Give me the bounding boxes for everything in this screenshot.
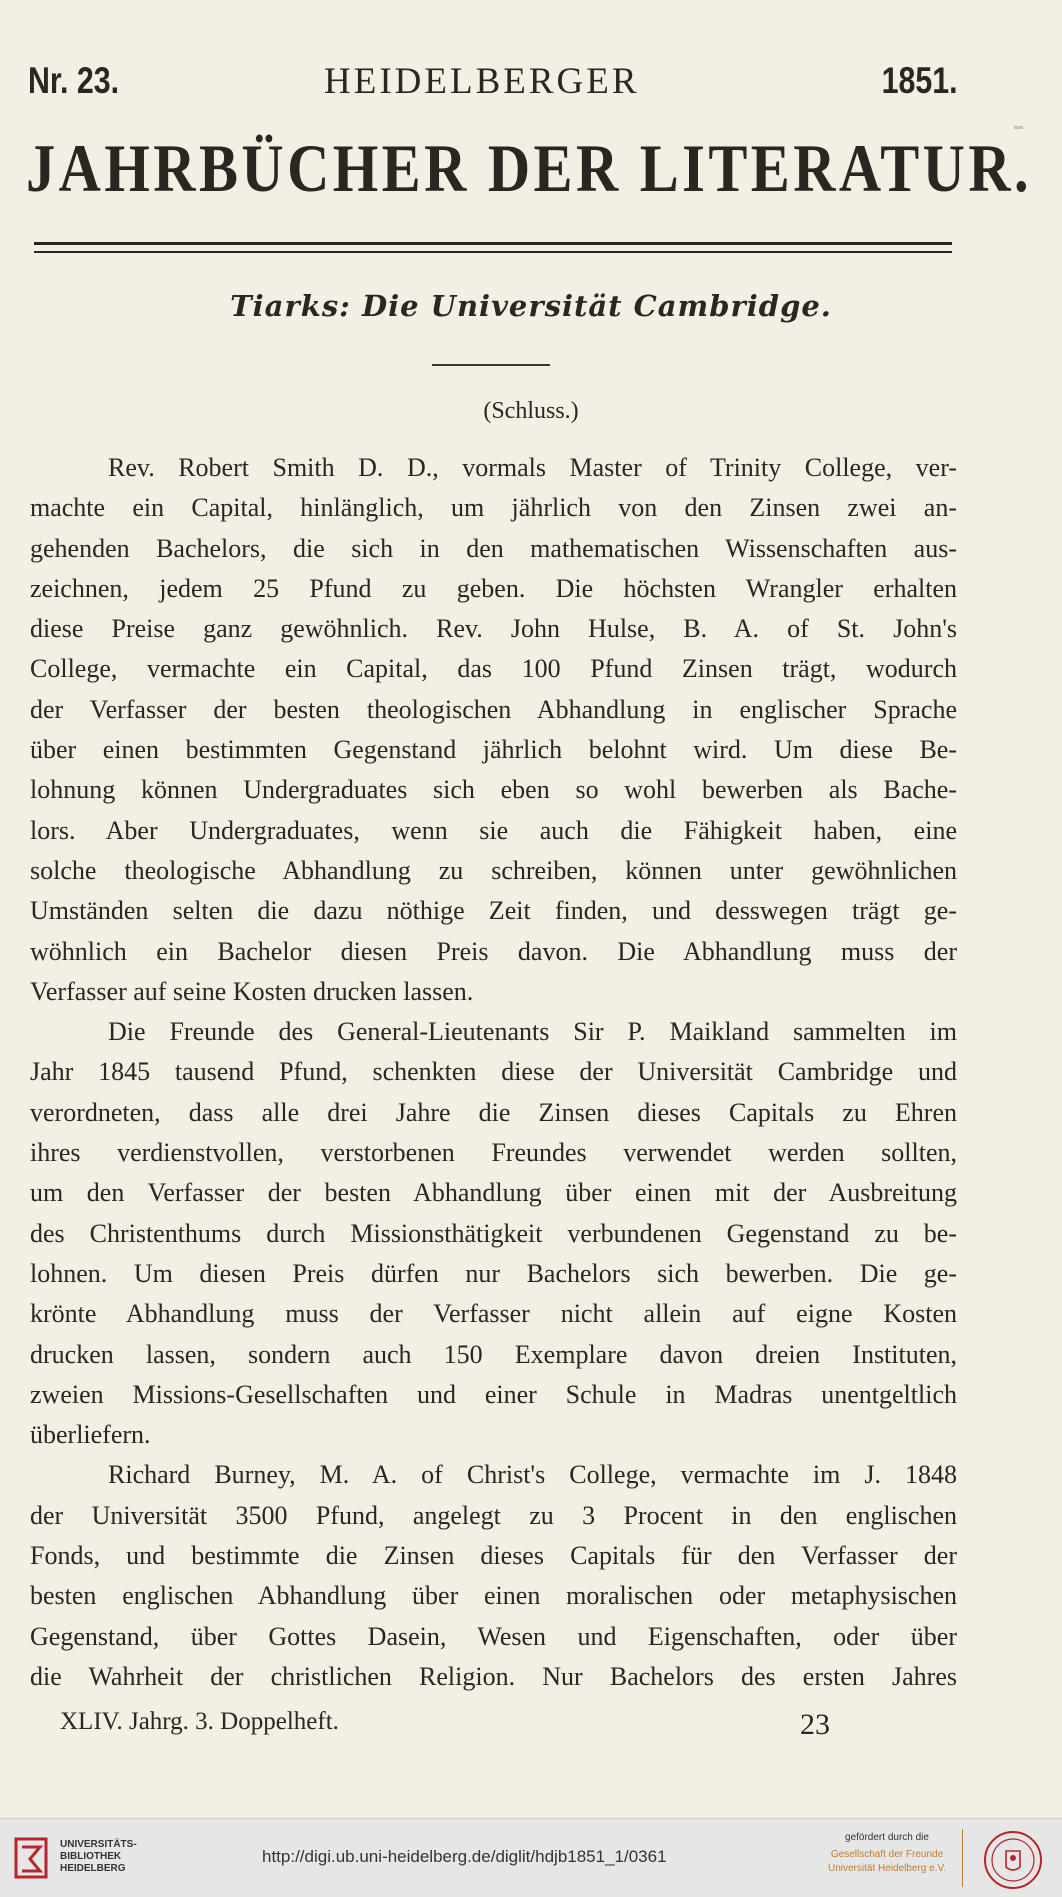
body-line: der Universität 3500 Pfund, angelegt zu 3 Procent in den englischen [30, 1500, 957, 1530]
page-edge-mark [1014, 126, 1023, 129]
body-line: Richard Burney, M. A. of Christ's College, vermachte im J. 1848 [108, 1460, 957, 1490]
signature-mark: XLIV. Jahrg. 3. Doppelheft. [60, 1708, 339, 1735]
body-line: Verfasser auf seine Kosten drucken lassen. [30, 976, 474, 1006]
body-line: des Christenthums durch Missionsthätigkeit verbundenen Gegenstand zu be- [30, 1218, 957, 1248]
article-title: Tiarks: Die Universität Cambridge. [230, 289, 832, 323]
body-line: krönte Abhandlung muss der Verfasser nicht allein auf eigne Kosten [30, 1299, 957, 1329]
body-line: Gegenstand, über Gottes Dasein, Wesen und Eigenschaften, oder über [30, 1621, 957, 1651]
body-line: zweien Missions-Gesellschaften und einer Schule in Madras unentgeltlich [30, 1379, 957, 1409]
body-line: der Verfasser der besten theologischen Abhandlung in englischer Sprache [30, 694, 957, 724]
title-rule-thin [34, 251, 952, 253]
body-line: diese Preise ganz gewöhnlich. Rev. John Hulse, B. A. of St. John's [30, 614, 957, 644]
body-line: die Wahrheit der christlichen Religion. Nur Bachelors des ersten Jahres [30, 1661, 957, 1691]
body-line: Umständen selten die dazu nöthige Zeit finden, und desswegen trägt ge- [30, 896, 957, 926]
continuation-note: (Schluss.) [483, 398, 579, 424]
body-line: über einen bestimmten Gegenstand jährlich belohnt wird. Um diese Be- [30, 735, 957, 765]
body-line: wöhnlich ein Bachelor diesen Preis davon. Die Abhandlung muss der [30, 936, 957, 966]
body-line: gehenden Bachelors, die sich in den mathematischen Wissenschaften aus- [30, 533, 957, 563]
library-name[interactable]: UNIVERSITÄTS- BIBLIOTHEK HEIDELBERG [60, 1839, 137, 1874]
header-heidelberger: HEIDELBERGER [324, 61, 640, 102]
body-line: lors. Aber Undergraduates, wenn sie auch die Fähigkeit haben, eine [30, 815, 957, 845]
body-line: machte ein Capital, hinlänglich, um jährlich von den Zinsen zwei an- [30, 493, 957, 523]
title-rule-thick [34, 242, 952, 245]
issue-year: 1851. [882, 60, 958, 101]
section-divider [432, 364, 550, 366]
body-line: lohnen. Um diesen Preis dürfen nur Bachelors sich bewerben. Die ge- [30, 1258, 957, 1288]
running-header [28, 60, 958, 106]
body-line: um den Verfasser der besten Abhandlung über einen mit der Ausbreitung [30, 1178, 957, 1208]
university-seal-icon[interactable] [978, 1829, 1048, 1891]
body-line: verordneten, dass alle drei Jahre die Zinsen dieses Capitals zu Ehren [30, 1097, 957, 1127]
article-body [30, 448, 957, 1697]
body-line: ihres verdienstvollen, verstorbenen Freundes verwendet werden sollten, [30, 1138, 957, 1168]
sponsor-credit[interactable]: gefördert durch die Gesellschaft der Freunde Universität Heidelberg e.V. [827, 1832, 947, 1874]
body-line: Rev. Robert Smith D. D., vormals Master of Trinity College, ver- [108, 453, 957, 482]
body-line: besten englischen Abhandlung über einen moralischen oder metaphysischen [30, 1581, 957, 1611]
body-line: drucken lassen, sondern auch 150 Exemplare davon dreien Instituten, [30, 1339, 957, 1369]
sheet-number: 23 [800, 1708, 830, 1741]
body-line: Jahr 1845 tausend Pfund, schenkten diese der Universität Cambridge und [30, 1057, 957, 1087]
viewer-footer-bar [0, 1818, 1062, 1897]
journal-title: JAHRBÜCHER DER LITERATUR. [26, 130, 1033, 206]
body-line: zeichnen, jedem 25 Pfund zu geben. Die höchsten Wrangler erhalten [30, 573, 957, 603]
body-line: überliefern. [30, 1420, 151, 1450]
body-line: Die Freunde des General-Lieutenants Sir P. Maikland sammelten im [108, 1017, 957, 1047]
body-line: lohnung können Undergraduates sich eben so wohl bewerben als Bache- [30, 775, 957, 805]
library-logo-icon[interactable] [14, 1835, 54, 1881]
permalink-url[interactable]: http://digi.ub.uni-heidelberg.de/diglit/hdjb1851_1/0361 [262, 1847, 667, 1866]
sponsor-divider [962, 1829, 963, 1887]
issue-number: Nr. 23. [28, 60, 120, 101]
body-line: solche theologische Abhandlung zu schreiben, können unter gewöhnlichen [30, 855, 957, 885]
body-line: College, vermachte ein Capital, das 100 Pfund Zinsen trägt, wodurch [30, 654, 957, 684]
body-line: Fonds, und bestimmte die Zinsen dieses Capitals für den Verfasser der [30, 1541, 957, 1571]
